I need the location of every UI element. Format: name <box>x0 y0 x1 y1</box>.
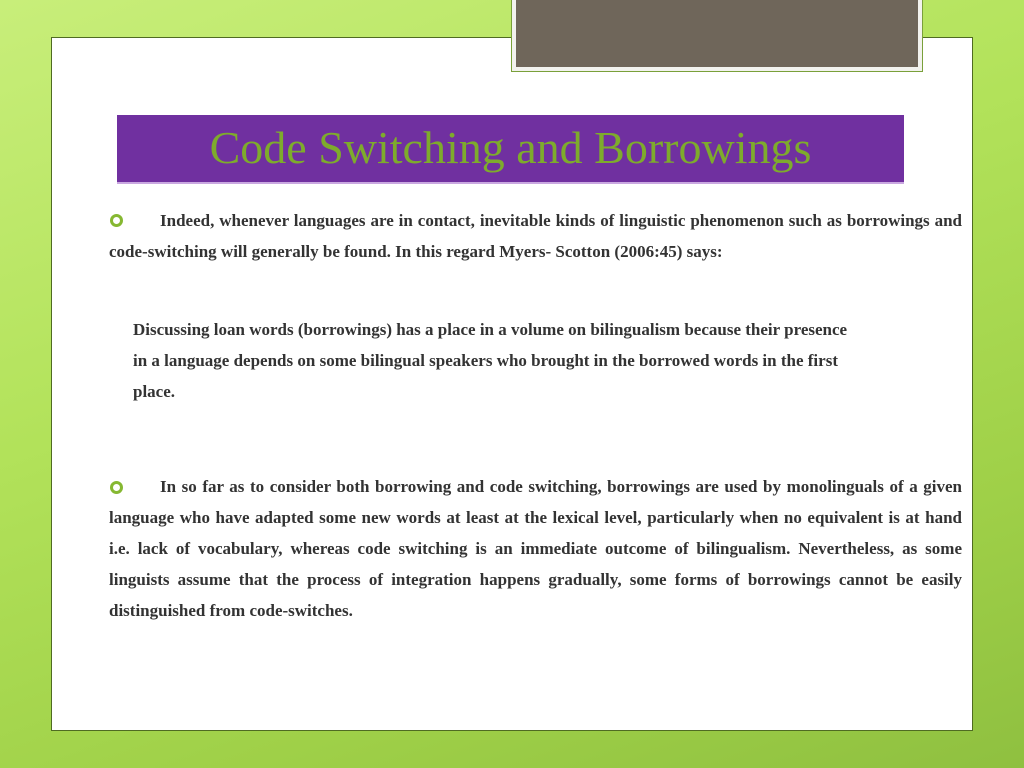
bullet-paragraph-1: Indeed, whenever languages are in contact, inevitable kinds of linguistic phenomenon such as borrowings and code-switching will generally be found. In this regard Myers- Scotton (2006:45) says: <box>109 211 962 261</box>
bullet-paragraph-2: In so far as to consider both borrowing and code switching, borrowings are used by monolinguals of a given language who have adapted some new words at least at the lexical level, particularly when no equivalent is at hand i.e. lack of vocabulary, whereas code switching is an immediate outcome of bilingualism. Nevertheless, as some linguists assume that the process of integration happens gradually, some forms of borrowings cannot be easily distinguished from code-switches. <box>109 477 962 620</box>
decorative-tab <box>512 0 922 71</box>
block-quote: Discussing loan words (borrowings) has a place in a volume on bilingualism because their presence in a language depends on some bilingual speakers who brought in the borrowed words in the first place. <box>133 320 848 401</box>
slide-title: Code Switching and Borrowings <box>117 115 904 184</box>
